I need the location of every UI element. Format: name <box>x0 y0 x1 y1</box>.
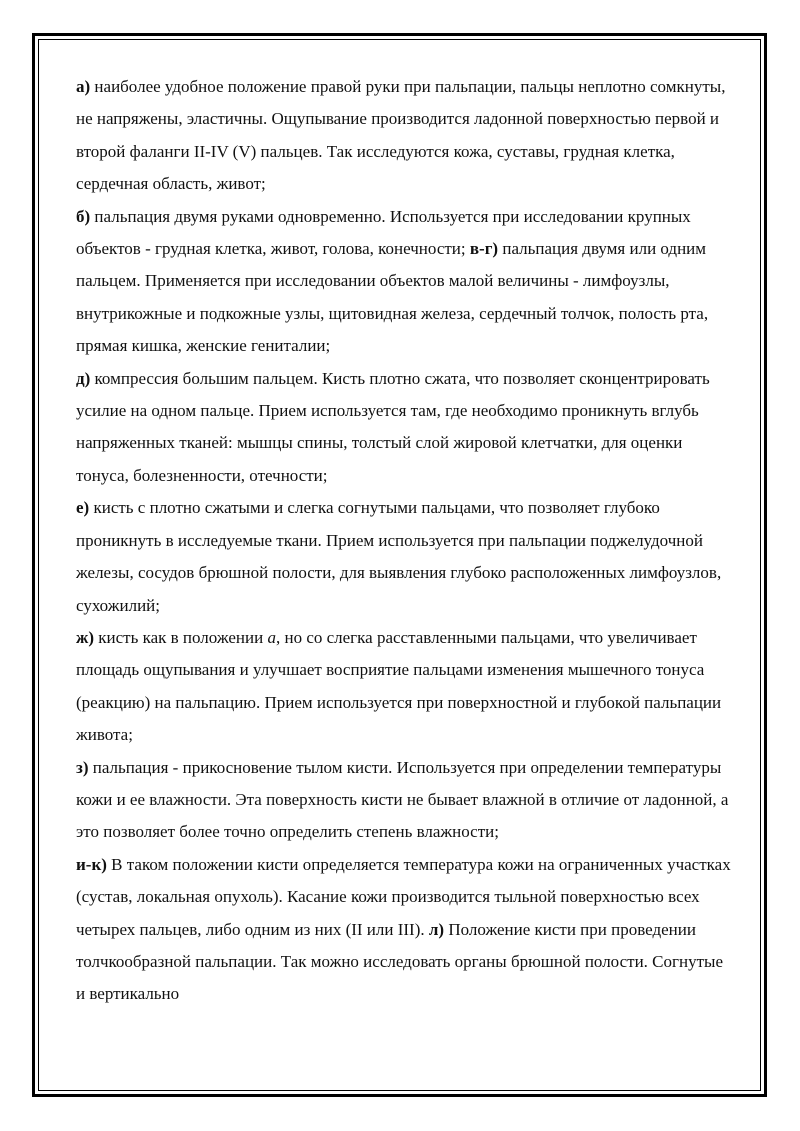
item-marker: б) <box>76 206 91 226</box>
paragraph <box>76 201 736 363</box>
paragraph <box>76 71 736 201</box>
paragraph-text: кисть с плотно сжатыми и слегка согнутыми пальцами, что позволяет глубоко проникнуть в исследуемые ткани. Прием используется при пальпации поджелудочной железы, сосудов брюшной полости, для выявления глубоко расположенных лимфоузлов, сухожилий; <box>76 498 722 615</box>
paragraph-text: компрессия большим пальцем. Кисть плотно сжата, что позволяет сконцентрировать усилие на одном пальце. Прием используется там, где необходимо проникнуть вглубь напряженных тканей: мышцы спины, толстый слой жировой клетчатки, для оценки тонуса, болезненности, отечности; <box>76 368 710 485</box>
paragraph <box>76 622 736 752</box>
paragraph-text: пальпация двумя или одним пальцем. Применяется при исследовании объектов малой величины - лимфоузлы, внутрикожные и подкожные узлы, щитовидная железа, сердечный толчок, полость рта, прямая кишка, женские гениталии; <box>76 239 709 356</box>
item-marker: д) <box>76 368 91 388</box>
paragraph-text: кисть как в положении <box>94 627 268 647</box>
paragraph <box>76 492 736 622</box>
paragraph <box>76 849 736 1011</box>
item-marker: ж) <box>76 627 94 647</box>
paragraph <box>76 363 736 493</box>
item-marker: а) <box>76 77 91 96</box>
paragraph-text: , но со слегка расставленными пальцами, что увеличивает площадь ощупывания и улучшает восприятие пальцами изменения мышечного тонуса (реакцию) на пальпацию. Прием используется при поверхностной и глубокой пальпации живота; <box>76 627 722 745</box>
paragraph-text: наиболее удобное положение правой руки при пальпации, пальцы неплотно сомкнуты, не напряжены, эластичны. Ощупывание производится ладонной поверхностью первой и второй фаланги II-IV (V) пальцев. Так исследуются кожа, суставы, грудная клетка, сердечная область, живот; <box>76 77 726 194</box>
item-marker: е) <box>76 498 90 518</box>
paragraph-text: пальпация - прикосновение тылом кисти. Используется при определении температуры кожи и ее влажности. Эта поверхность кисти не бывает влажной в отличие от ладонной, а это позволяет более точно определить степень влажности; <box>76 757 729 842</box>
item-marker: и-к) <box>76 854 107 874</box>
document-body <box>76 71 736 1011</box>
item-marker: в-г) <box>469 239 499 259</box>
paragraph <box>76 752 736 849</box>
paragraph-text: Положение кисти при проведении толчкообразной пальпации. Так можно исследовать органы брюшной полости. Согнутые и вертикально <box>76 919 723 1004</box>
item-marker: з) <box>76 757 89 777</box>
paragraph-text: пальпация двумя руками одновременно. Используется при исследовании крупных объектов - грудная клетка, живот, голова, конечности; <box>76 206 691 259</box>
item-marker: л) <box>428 919 445 939</box>
paragraph-text: В таком положении кисти определяется температура кожи на ограниченных участках (сустав, локальная опухоль). Касание кожи производится тыльной поверхностью всех четырех пальцев, либо одним из них (II или III). <box>76 854 731 939</box>
italic-reference: а <box>267 627 276 647</box>
